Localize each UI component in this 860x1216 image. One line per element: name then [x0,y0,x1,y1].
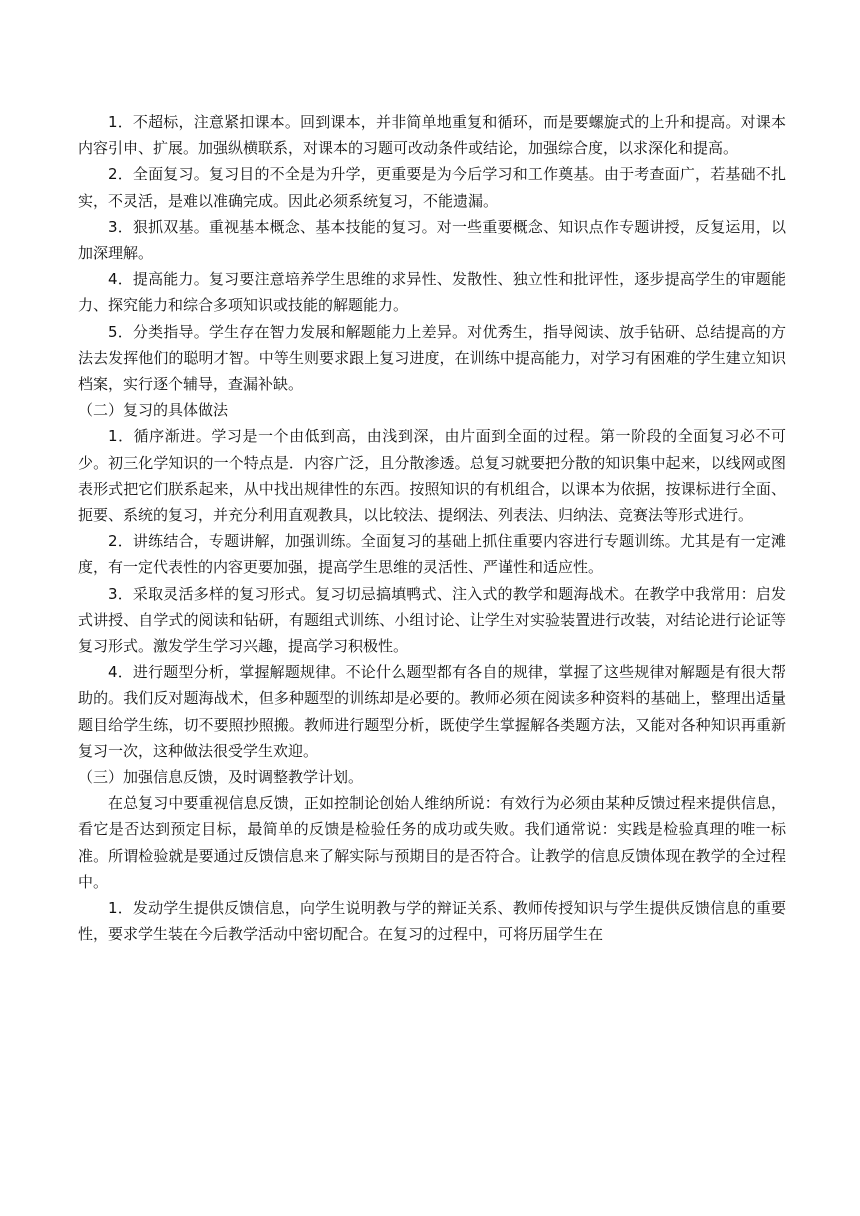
paragraph-principle-4: 4．提高能力。复习要注意培养学生思维的求异性、发散性、独立性和批评性，逐步提高学生的审题能力、探究能力和综合多项知识或技能的解题能力。 [78,270,786,315]
paragraph-feedback-intro: 在总复习中要重视信息反馈，正如控制论创始人维纳所说：有效行为必须由某种反馈过程来提供信息，看它是否达到预定目标，最简单的反馈是检验任务的成功或失败。我们通常说：实践是检验真理的唯一标准。所谓检验就是要通过反馈信息来了解实际与预期目的是否符合。让教学的信息反馈体现在教学的全过程中。 [78,794,786,891]
paragraph-method-3: 3．采取灵活多样的复习形式。复习切忌搞填鸭式、注入式的教学和题海战术。在教学中我常用：启发式讲授、自学式的阅读和钻研，有题组式训练、小组讨论、让学生对实验装置进行改装，对结论进行论证等复习形式。激发学生学习兴趣，提高学习积极性。 [78,584,786,656]
section-heading-2: （二）复习的具体做法 [78,401,229,420]
document-body [78,109,786,948]
paragraph-feedback-1: 1．发动学生提供反馈信息，向学生说明教与学的辩证关系、教师传授知识与学生提供反馈信息的重要性，要求学生装在今后教学活动中密切配合。在复习的过程中，可将历届学生在 [78,899,786,944]
section-heading-3: （三）加强信息反馈，及时调整教学计划。 [78,768,364,787]
paragraph-method-2: 2．讲练结合，专题讲解，加强训练。全面复习的基础上抓住重要内容进行专题训练。尤其是有一定滩度，有一定代表性的内容更要加强，提高学生思维的灵活性、严谨性和适应性。 [78,532,786,577]
paragraph-principle-5: 5．分类指导。学生存在智力发展和解题能力上差异。对优秀生，指导阅读、放手钻研、总结提高的方法去发挥他们的聪明才智。中等生则要求跟上复习进度，在训练中提高能力，对学习有困难的学生建立知识档案，实行逐个辅导，查漏补缺。 [78,322,786,394]
paragraph-method-4: 4．进行题型分析，掌握解题规律。不论什么题型都有各自的规律，掌握了这些规律对解题是有很大帮助的。我们反对题海战术，但多种题型的训练却是必要的。教师必须在阅读多种资料的基础上，整理出适量题目给学生练，切不要照抄照搬。教师进行题型分析，既使学生掌握解各类题方法，又能对各种知识再重新复习一次，这种做法很受学生欢迎。 [78,663,786,760]
paragraph-principle-2: 2．全面复习。复习目的不全是为升学，更重要是为今后学习和工作奠基。由于考查面广，若基础不扎实，不灵活，是难以准确完成。因此必须系统复习，不能遗漏。 [78,165,786,210]
paragraph-method-1: 1．循序渐进。学习是一个由低到高，由浅到深，由片面到全面的过程。第一阶段的全面复习必不可少。初三化学知识的一个特点是．内容广泛，且分散渗透。总复习就要把分散的知识集中起来，以线网或图表形式把它们朕系起来，从中找出规律性的东西。按照知识的有机组合，以课本为依据，按课标进行全面、扼要、系统的复习，并充分利用直观教具，以比较法、提纲法、列表法、归纳法、竞赛法等形式进行。 [78,427,786,525]
paragraph-principle-3: 3．狠抓双基。重视基本概念、基本技能的复习。对一些重要概念、知识点作专题讲授，反复运用，以加深理解。 [78,217,786,263]
paragraph-principle-1: 1．不超标，注意紧扣课本。回到课本，并非简单地重复和循环，而是要螺旋式的上升和提高。对课本内容引申、扩展。加强纵横联系，对课本的习题可改动条件或结论，加强综合度，以求深化和提高。 [78,113,786,158]
